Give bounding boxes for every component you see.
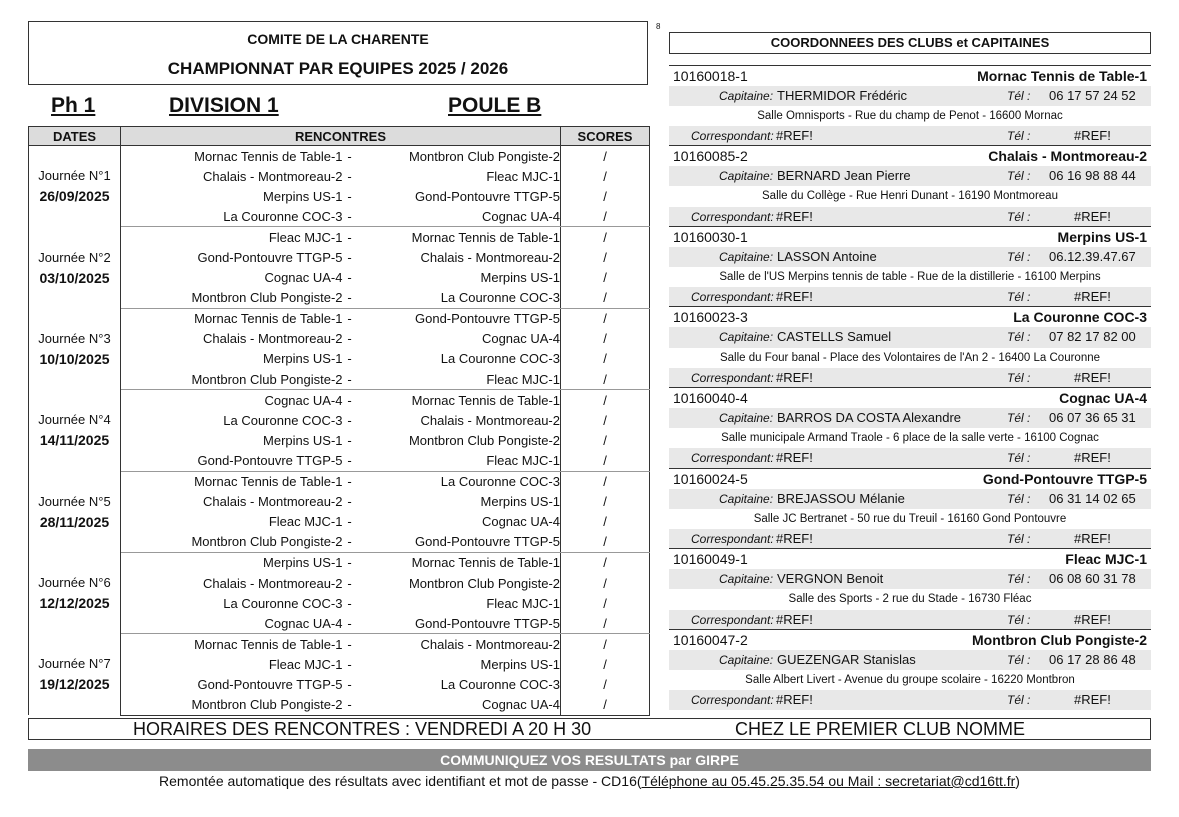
captain-phone: 06 08 60 31 78 [1049,571,1136,587]
home-team: Gond-Pontouvre TTGP-5 [121,450,343,471]
correspondant-phone: #REF! [1074,127,1111,143]
score-cell: / [561,329,650,349]
journee-cell [29,471,121,552]
away-team: Fleac MJC-1 [357,593,561,613]
captain-name: BREJASSOU Mélanie [777,490,905,506]
tel-label: Tél : [1007,370,1031,385]
captain-label: Capitaine: [719,572,774,587]
correspondant-label: Correspondant: [691,693,774,708]
correspondant-label: Correspondant: [691,531,774,546]
captain-label: Capitaine: [719,249,774,264]
away-team: Chalais - Montmoreau-2 [357,247,561,267]
match-row [29,552,650,573]
schedule-table [28,126,650,716]
vs-dash: - [347,432,352,448]
journee-label: Journée N°7 [38,656,111,672]
home-team: Montbron Club Pongiste-2 [121,369,343,390]
away-team: Gond-Pontouvre TTGP-5 [357,186,561,206]
away-team: La Couronne COC-3 [357,674,561,694]
vs-dash: - [347,148,352,164]
home-team: Fleac MJC-1 [268,229,343,245]
score-cell: / [561,410,650,430]
away-team: Mornac Tennis de Table-1 [357,552,561,573]
home-team: Mornac Tennis de Table-1 [194,311,343,327]
captain-name: THERMIDOR Frédéric [777,87,908,103]
away-team: Gond-Pontouvre TTGP-5 [357,613,561,634]
captain-label: Capitaine: [719,411,774,426]
score-cell: / [561,227,650,248]
correspondant-phone: #REF! [1074,611,1111,627]
vs-dash: - [347,188,352,204]
tel-label: Tél : [1007,531,1031,546]
club-card [669,226,1151,307]
club-name: Merpins US-1 [1057,228,1147,245]
match-row [29,492,650,512]
dates-header: DATES [29,127,121,146]
horaires-bar [28,718,1151,740]
score-cell: / [561,247,650,267]
correspondant-phone: #REF! [1074,530,1111,546]
correspondant-phone: #REF! [1074,369,1111,385]
score-cell: / [561,308,650,329]
correspondant-label: Correspondant: [691,612,774,627]
captain-name: BARROS DA COSTA Alexandre [777,410,961,426]
home-team: Cognac UA-4 [121,613,343,634]
away-team: Chalais - Montmoreau-2 [357,634,561,655]
club-name: Montbron Club Pongiste-2 [972,631,1147,648]
vs-dash: - [347,474,352,490]
away-team: Fleac MJC-1 [357,450,561,471]
division-label: DIVISION 1 [169,94,279,117]
vs-dash: - [347,676,352,692]
captain-phone: 06 31 14 02 65 [1049,490,1136,506]
captain-label: Capitaine: [719,169,774,184]
home-team: Chalais - Montmoreau-2 [203,575,343,591]
tel-label: Tél : [1007,572,1031,587]
captain-phone: 06 17 28 86 48 [1049,651,1136,667]
club-address: Salle des Sports - 2 rue du Stade - 16730 Fléac [788,593,1032,606]
correspondant-name: #REF! [776,127,813,143]
tel-label: Tél : [1007,249,1031,264]
score-cell: / [561,654,650,674]
match-row [29,268,650,288]
journee-cell [29,634,121,715]
club-address: Salle municipale Armand Traole - 6 place de la salle verte - 16100 Cognac [721,432,1099,445]
correspondant-label: Correspondant: [691,128,774,143]
home-team: Merpins US-1 [263,351,343,367]
away-team: Montbron Club Pongiste-2 [357,573,561,593]
vs-dash: - [347,270,352,286]
club-code: 10160049-1 [673,551,748,568]
club-code: 10160040-4 [673,389,748,406]
tel-label: Tél : [1007,128,1031,143]
captain-label: Capitaine: [719,652,774,667]
home-team: Mornac Tennis de Table-1 [194,474,343,490]
match-row [29,430,650,450]
match-row [29,634,650,655]
match-row [29,349,650,369]
match-row [29,308,650,329]
contact-link[interactable]: Téléphone au 05.45.25.35.54 ou Mail : secretariat@cd16tt.fr [641,773,1016,789]
remontee-text: Remontée automatique des résultats avec identifiant et mot de passe - CD16( [159,773,642,789]
match-row [29,695,650,716]
match-row [29,288,650,309]
home-team: Mornac Tennis de Table-1 [194,148,343,164]
comite-title: COMITE DE LA CHARENTE [247,31,429,47]
correspondant-phone: #REF! [1074,450,1111,466]
home-team: Fleac MJC-1 [268,656,343,672]
match-row [29,654,650,674]
vs-dash: - [347,656,352,672]
tel-label: Tél : [1007,652,1031,667]
score-cell: / [561,369,650,390]
championnat-title: CHAMPIONNAT PAR EQUIPES 2025 / 2026 [167,59,509,78]
away-team: Fleac MJC-1 [357,369,561,390]
match-row [29,593,650,613]
poule-label: POULE B [448,94,542,117]
captain-phone: 06 17 57 24 52 [1049,87,1136,103]
away-team: Mornac Tennis de Table-1 [357,390,561,411]
journee-cell [29,552,121,633]
score-cell: / [561,268,650,288]
vs-dash: - [347,595,352,611]
captain-phone: 06 16 98 88 44 [1049,168,1136,184]
journee-cell [29,146,121,227]
vs-dash: - [347,229,352,245]
correspondant-name: #REF! [776,208,813,224]
score-cell: / [561,552,650,573]
vs-dash: - [347,250,352,266]
match-row [29,512,650,532]
correspondant-name: #REF! [776,369,813,385]
vs-dash: - [343,695,357,716]
home-team: Montbron Club Pongiste-2 [121,288,343,309]
correspondant-label: Correspondant: [691,370,774,385]
match-row [29,674,650,694]
tel-label: Tél : [1007,169,1031,184]
club-name: Gond-Pontouvre TTGP-5 [982,470,1147,487]
clubs-title: COORDONNEES DES CLUBS et CAPITAINES [669,32,1151,54]
away-team: Merpins US-1 [357,268,561,288]
journee-date: 03/10/2025 [39,269,110,286]
correspondant-name: #REF! [776,692,813,708]
journee-cell [29,308,121,389]
scores-header: SCORES [561,127,650,146]
score-cell: / [561,166,650,186]
vs-dash: - [343,450,357,471]
correspondant-phone: #REF! [1074,692,1111,708]
rencontres-header: RENCONTRES [121,127,561,146]
tel-label: Tél : [1007,290,1031,305]
away-team: Merpins US-1 [357,492,561,512]
match-row [29,532,650,553]
club-name: Chalais - Montmoreau-2 [988,148,1147,165]
communiquez-bar: COMMUNIQUEZ VOS RESULTATS par GIRPE [28,749,1151,771]
journee-label: Journée N°5 [38,493,111,509]
home-team: La Couronne COC-3 [223,595,343,611]
score-cell: / [561,695,650,716]
away-team: Merpins US-1 [357,654,561,674]
away-team: Gond-Pontouvre TTGP-5 [357,532,561,553]
score-cell: / [561,146,650,167]
vs-dash: - [347,331,352,347]
away-team: Cognac UA-4 [357,695,561,716]
match-row [29,146,650,167]
score-cell: / [561,349,650,369]
away-team: Cognac UA-4 [357,329,561,349]
journee-cell [29,227,121,308]
journee-label: Journée N°2 [38,249,111,265]
club-card [669,629,1151,710]
match-row [29,613,650,634]
match-row [29,206,650,227]
club-code: 10160085-2 [673,148,748,165]
vs-dash: - [343,613,357,634]
journee-date: 28/11/2025 [39,513,110,530]
captain-label: Capitaine: [719,330,774,345]
match-row [29,573,650,593]
correspondant-label: Correspondant: [691,451,774,466]
journee-label: Journée N°3 [38,330,111,346]
match-row [29,471,650,492]
club-name: Mornac Tennis de Table-1 [977,67,1147,84]
score-cell: / [561,430,650,450]
home-team: Chalais - Montmoreau-2 [203,494,343,510]
journee-label: Journée N°1 [38,168,111,184]
vs-dash: - [343,532,357,553]
vs-dash: - [347,555,352,571]
journee-label: Journée N°4 [38,412,111,428]
captain-name: VERGNON Benoit [777,571,884,587]
match-row [29,450,650,471]
close-paren: ) [1015,773,1020,789]
journee-date: 19/12/2025 [39,676,110,693]
captain-name: GUEZENGAR Stanislas [777,651,916,667]
home-team: Merpins US-1 [263,432,343,448]
away-team: Fleac MJC-1 [357,166,561,186]
score-cell: / [561,674,650,694]
correspondant-label: Correspondant: [691,290,774,305]
away-team: Montbron Club Pongiste-2 [357,146,561,167]
club-address: Salle JC Bertranet - 50 rue du Treuil - 16160 Gond Pontouvre [753,512,1067,525]
match-row [29,329,650,349]
score-cell: / [561,634,650,655]
away-team: Chalais - Montmoreau-2 [357,410,561,430]
correspondant-name: #REF! [776,289,813,305]
club-name: La Couronne COC-3 [1013,309,1147,326]
match-row [29,227,650,248]
vs-dash: - [347,636,352,652]
schedule-body [29,146,650,716]
home-team: Montbron Club Pongiste-2 [121,695,343,716]
club-address: Salle Albert Livert - Avenue du groupe scolaire - 16220 Montbron [745,673,1075,686]
score-cell: / [561,613,650,634]
away-team: Cognac UA-4 [357,206,561,227]
correspondant-name: #REF! [776,530,813,546]
match-row [29,390,650,411]
captain-phone: 06 07 36 65 31 [1049,410,1136,426]
vs-dash: - [343,206,357,227]
tel-label: Tél : [1007,612,1031,627]
tel-label: Tél : [1007,330,1031,345]
match-row [29,369,650,390]
correspondant-name: #REF! [776,450,813,466]
journee-cell [29,390,121,471]
club-code: 10160047-2 [673,631,748,648]
page-number: 8 [656,22,661,31]
captain-name: LASSON Antoine [777,248,877,264]
vs-dash: - [347,392,352,408]
tel-label: Tél : [1007,451,1031,466]
club-code: 10160018-1 [673,67,748,84]
club-code: 10160030-1 [673,228,748,245]
vs-dash: - [347,575,352,591]
vs-dash: - [343,369,357,390]
vs-dash: - [347,514,352,530]
away-team: La Couronne COC-3 [357,288,561,309]
score-cell: / [561,450,650,471]
journee-date: 10/10/2025 [39,350,110,367]
club-name: Cognac UA-4 [1059,389,1147,406]
tel-label: Tél : [1007,491,1031,506]
club-card [669,548,1151,629]
footer-text [0,773,1179,789]
journee-date: 26/09/2025 [39,188,110,205]
score-cell: / [561,512,650,532]
correspondant-phone: #REF! [1074,208,1111,224]
club-address: Salle Omnisports - Rue du champ de Penot - 16600 Mornac [757,109,1063,122]
home-team: Cognac UA-4 [264,270,343,286]
club-card [669,65,1151,146]
vs-dash: - [343,288,357,309]
journee-date: 14/11/2025 [39,432,110,449]
journee-label: Journée N°6 [38,575,111,591]
tel-label: Tél : [1007,693,1031,708]
home-team: La Couronne COC-3 [121,206,343,227]
home-team: Merpins US-1 [263,555,343,571]
club-card [669,387,1151,468]
club-address: Salle du Collège - Rue Henri Dunant - 16190 Montmoreau [762,190,1058,203]
club-address: Salle du Four banal - Place des Volontaires de l'An 2 - 16400 La Couronne [719,351,1101,364]
vs-dash: - [347,351,352,367]
vs-dash: - [347,494,352,510]
tel-label: Tél : [1007,411,1031,426]
home-team: Chalais - Montmoreau-2 [203,168,343,184]
score-cell: / [561,492,650,512]
score-cell: / [561,186,650,206]
away-team: Cognac UA-4 [357,512,561,532]
chez-text: CHEZ LE PREMIER CLUB NOMME [735,719,1026,739]
away-team: Montbron Club Pongiste-2 [357,430,561,450]
score-cell: / [561,532,650,553]
away-team: La Couronne COC-3 [357,471,561,492]
club-code: 10160024-5 [673,470,748,487]
phase-label: Ph 1 [51,94,96,117]
away-team: Gond-Pontouvre TTGP-5 [357,308,561,329]
club-name: Fleac MJC-1 [1065,551,1147,568]
home-team: Merpins US-1 [263,188,343,204]
match-row [29,186,650,206]
home-team: La Couronne COC-3 [223,412,343,428]
club-code: 10160023-3 [673,309,748,326]
captain-name: CASTELLS Samuel [777,329,892,345]
home-team: Cognac UA-4 [264,392,343,408]
captain-phone: 06.12.39.47.67 [1049,248,1136,264]
home-team: Gond-Pontouvre TTGP-5 [197,250,343,266]
away-team: Mornac Tennis de Table-1 [357,227,561,248]
home-team: Mornac Tennis de Table-1 [194,636,343,652]
score-cell: / [561,471,650,492]
club-address: Salle de l'US Merpins tennis de table - Rue de la distillerie - 16100 Merpins [719,270,1101,283]
club-card [669,145,1151,226]
captain-name: BERNARD Jean Pierre [777,168,911,184]
match-row [29,166,650,186]
tel-label: Tél : [1007,88,1031,103]
vs-dash: - [347,311,352,327]
home-team: Montbron Club Pongiste-2 [121,532,343,553]
tel-label: Tél : [1007,209,1031,224]
club-card [669,306,1151,387]
horaires-text: HORAIRES DES RENCONTRES : VENDREDI A 20 H 30 [133,719,592,739]
score-cell: / [561,288,650,309]
match-row [29,410,650,430]
away-team: La Couronne COC-3 [357,349,561,369]
club-card [669,468,1151,549]
score-cell: / [561,390,650,411]
score-cell: / [561,573,650,593]
home-team: Gond-Pontouvre TTGP-5 [197,676,343,692]
vs-dash: - [347,168,352,184]
correspondant-phone: #REF! [1074,289,1111,305]
score-cell: / [561,206,650,227]
captain-phone: 07 82 17 82 00 [1049,329,1136,345]
score-cell: / [561,593,650,613]
captain-label: Capitaine: [719,491,774,506]
correspondant-name: #REF! [776,611,813,627]
match-row [29,247,650,267]
title-box [28,21,648,85]
captain-label: Capitaine: [719,88,774,103]
journee-date: 12/12/2025 [39,595,110,612]
correspondant-label: Correspondant: [691,209,774,224]
vs-dash: - [347,412,352,428]
home-team: Fleac MJC-1 [268,514,343,530]
home-team: Chalais - Montmoreau-2 [203,331,343,347]
